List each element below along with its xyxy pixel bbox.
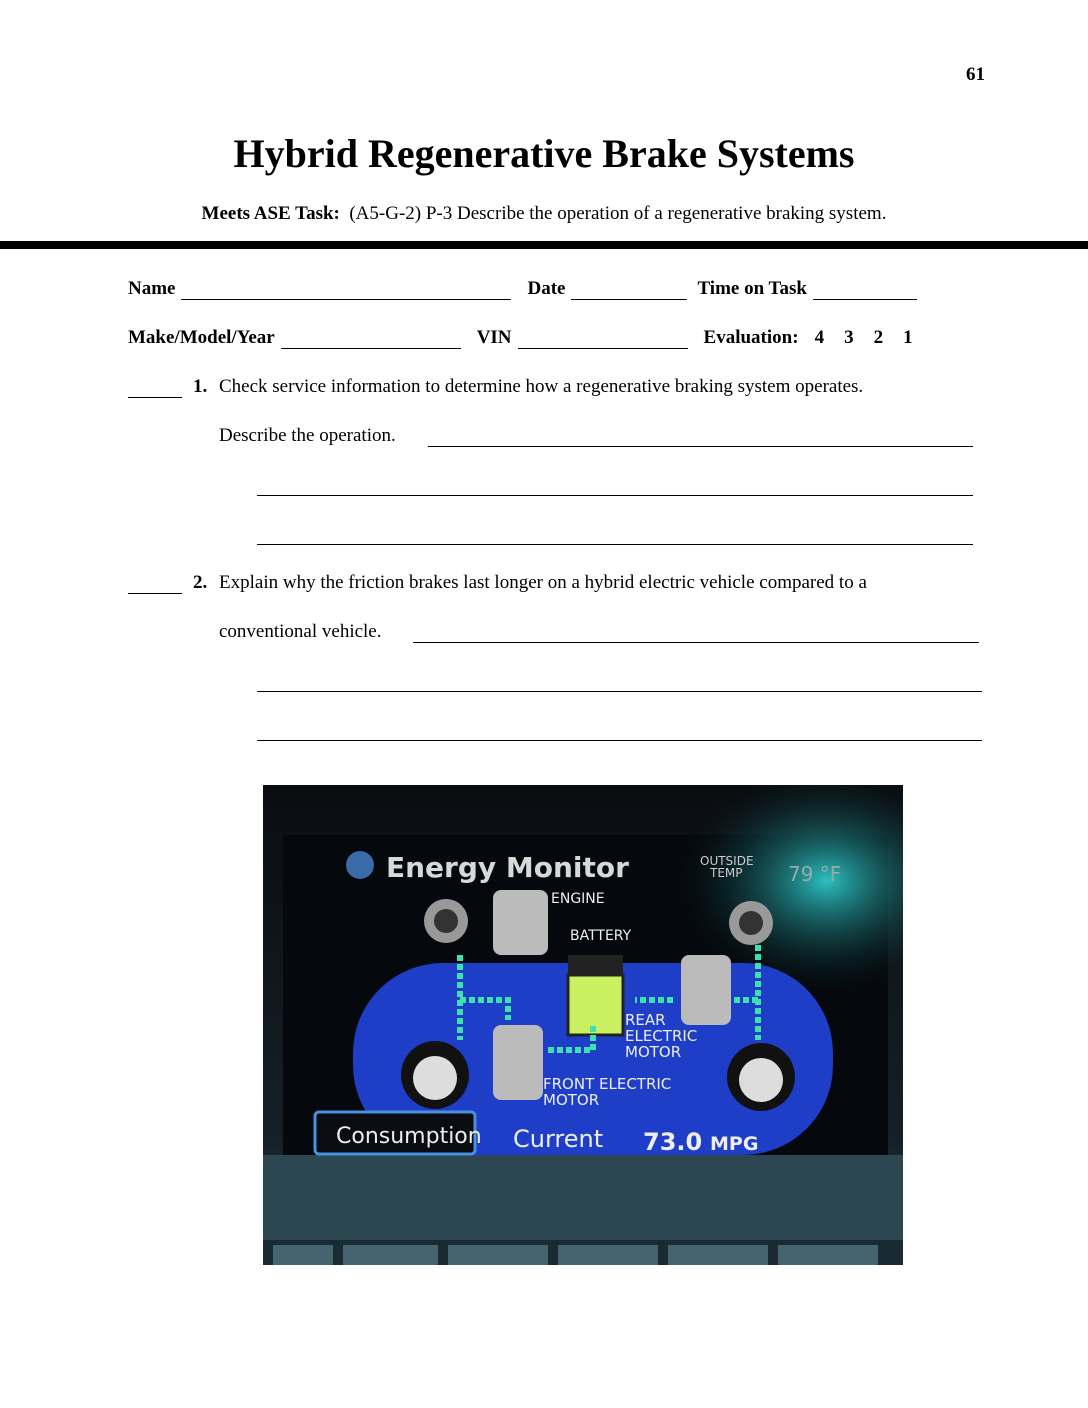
front-motor-label-2: MOTOR xyxy=(543,1091,600,1109)
q2-answer-line[interactable] xyxy=(413,642,979,643)
q2-prompt: conventional vehicle. xyxy=(219,621,382,642)
energy-monitor-icon xyxy=(346,851,374,879)
name-label: Name xyxy=(128,278,176,299)
divider-rule xyxy=(0,241,1088,249)
date-label: Date xyxy=(527,278,566,299)
time-on-task-field[interactable] xyxy=(813,281,917,300)
front-motor-icon xyxy=(493,1025,543,1100)
form-row-1 xyxy=(128,278,923,300)
front-motor-label-1: FRONT ELECTRIC xyxy=(543,1075,672,1093)
engine-label: ENGINE xyxy=(551,891,605,907)
make-model-year-field[interactable] xyxy=(281,330,461,349)
q2-answer-line[interactable] xyxy=(257,740,982,741)
make-model-year-label: Make/Model/Year xyxy=(128,327,275,348)
q1-answer-line[interactable] xyxy=(428,446,973,447)
q1-number: 1. xyxy=(193,376,208,397)
energy-monitor-photo xyxy=(263,785,903,1265)
ase-task-label: Meets ASE Task: xyxy=(201,203,340,224)
evaluation-label: Evaluation: xyxy=(703,327,799,348)
mpg-value: 73.0 xyxy=(643,1128,703,1156)
time-on-task-label: Time on Task xyxy=(697,278,807,299)
form-row-2 xyxy=(128,327,913,349)
battery-icon xyxy=(568,955,623,975)
q1-prompt: Describe the operation. xyxy=(219,425,396,446)
q2-number: 2. xyxy=(193,572,208,593)
q2-check-blank[interactable] xyxy=(128,593,182,594)
vin-field[interactable] xyxy=(518,330,688,349)
screen-title: Energy Monitor xyxy=(386,851,629,884)
q1-text: Check service information to determine how a regenerative braking system operates. xyxy=(219,376,864,397)
name-field[interactable] xyxy=(181,281,511,300)
outside-label: OUTSIDE xyxy=(700,854,754,868)
q2-text: Explain why the friction brakes last longer on a hybrid electric vehicle compared to a xyxy=(219,572,867,593)
mpg-unit: MPG xyxy=(710,1133,759,1155)
rear-motor-icon xyxy=(681,955,731,1025)
evaluation-option-2[interactable]: 2 xyxy=(873,327,884,348)
q1-answer-line[interactable] xyxy=(257,495,973,496)
evaluation-option-4[interactable]: 4 xyxy=(814,327,825,348)
evaluation-option-3[interactable]: 3 xyxy=(844,327,854,348)
page-number: 61 xyxy=(966,64,985,85)
date-field[interactable] xyxy=(571,281,687,300)
engine-icon xyxy=(493,890,548,955)
battery-label: BATTERY xyxy=(570,928,632,944)
evaluation-option-1[interactable]: 1 xyxy=(903,327,913,348)
q2-answer-line[interactable] xyxy=(257,691,982,692)
rear-motor-label-3: MOTOR xyxy=(625,1043,682,1061)
rear-motor-label-2: ELECTRIC xyxy=(625,1027,698,1045)
q1-check-blank[interactable] xyxy=(128,397,182,398)
outside-temp: 79 °F xyxy=(788,862,842,886)
rear-motor-label-1: REAR xyxy=(625,1011,666,1029)
consumption-label: Consumption xyxy=(336,1124,482,1149)
ase-task-text: (A5-G-2) P-3 Describe the operation of a regenerative braking system. xyxy=(349,203,887,224)
page-title: Hybrid Regenerative Brake Systems xyxy=(233,131,855,176)
q1-answer-line[interactable] xyxy=(257,544,973,545)
ase-task xyxy=(0,203,1088,225)
current-label: Current xyxy=(513,1125,604,1153)
temp-label: TEMP xyxy=(710,866,743,880)
vin-label: VIN xyxy=(476,327,512,348)
